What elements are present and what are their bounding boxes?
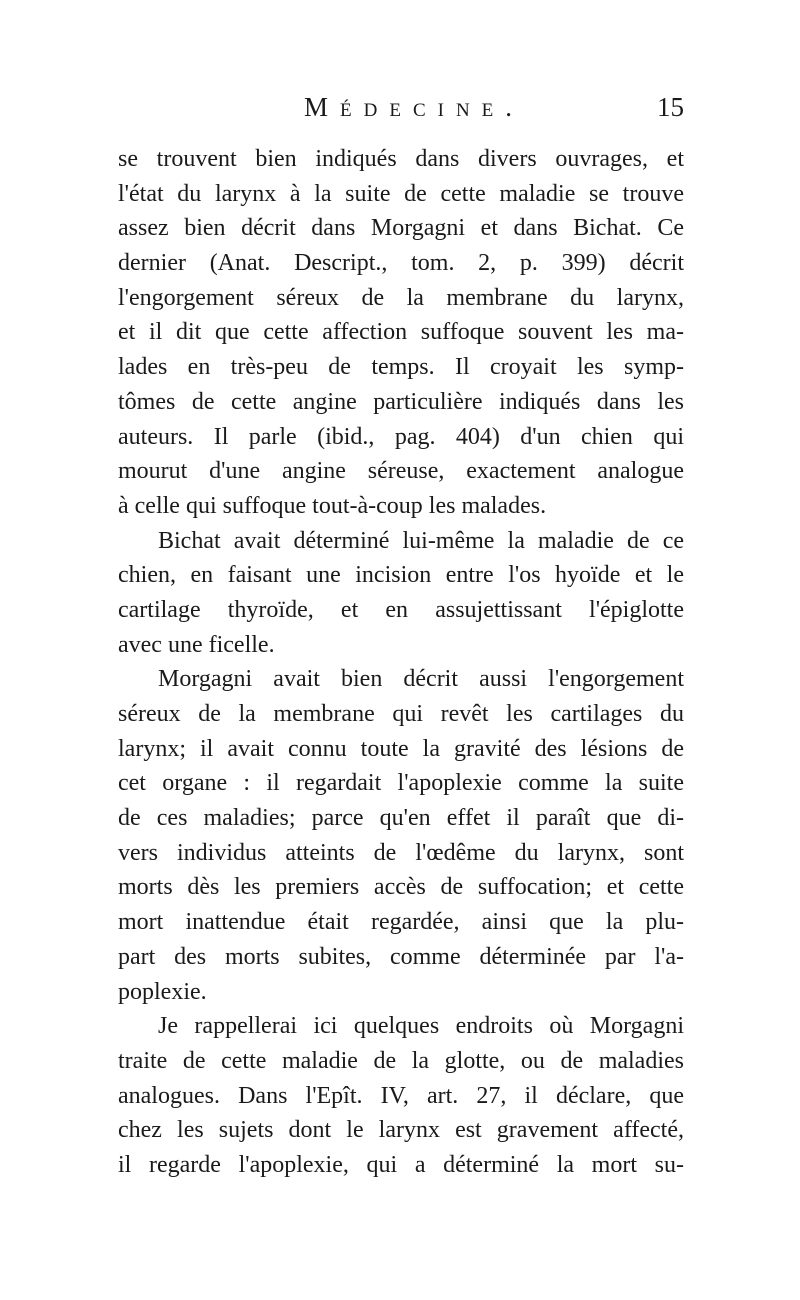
text-line: et il dit que cette affection suffoque souvent les ma- <box>118 319 684 346</box>
text-line: chez les sujets dont le larynx est gravement affecté, <box>118 1117 684 1144</box>
text-line: Morgagni avait bien décrit aussi l'engorgement <box>158 666 684 693</box>
text-line: séreux de la membrane qui revêt les cartilages du <box>118 701 684 727</box>
text-line: tômes de cette angine particulière indiqués dans les <box>118 388 684 415</box>
text-line: il regarde l'apoplexie, qui a déterminé la mort su- <box>118 1151 684 1178</box>
text-line: chien, en faisant une incision entre l'os hyoïde et le <box>118 562 684 589</box>
text-line: mourut d'une angine séreuse, exactement analogue <box>118 458 684 485</box>
page-number: 15 <box>657 92 684 122</box>
text-line: à celle qui suffoque tout-à-coup les malades. <box>118 492 547 519</box>
paragraph <box>118 524 684 663</box>
body-text <box>118 142 684 1183</box>
text-line: poplexie. <box>118 978 207 1005</box>
text-line: se trouvent bien indiqués dans divers ouvrages, et <box>118 146 684 172</box>
text-line: part des morts subites, comme déterminée par l'a- <box>118 943 684 970</box>
text-line: l'état du larynx à la suite de cette maladie se trouve <box>118 180 684 207</box>
text-line: morts dès les premiers accès de suffocation; et cette <box>118 874 684 901</box>
text-line: de ces maladies; parce qu'en effet il paraît que di- <box>118 805 684 832</box>
text-line: cet organe : il regardait l'apoplexie comme la suite <box>118 770 684 797</box>
text-line: l'engorgement séreux de la membrane du larynx, <box>118 284 684 311</box>
text-line: cartilage thyroïde, et en assujettissant l'épiglotte <box>118 596 684 623</box>
running-head <box>118 92 684 132</box>
text-line: assez bien décrit dans Morgagni et dans Bichat. Ce <box>118 215 684 242</box>
text-line: lades en très-peu de temps. Il croyait les symp- <box>118 354 684 381</box>
text-line: traite de cette maladie de la glotte, ou de maladies <box>118 1047 684 1074</box>
paragraph <box>118 1009 684 1182</box>
text-line: larynx; il avait connu toute la gravité des lésions de <box>118 735 684 762</box>
text-line: auteurs. Il parle (ibid., pag. 404) d'un chien qui <box>118 423 684 450</box>
text-line: Je rappellerai ici quelques endroits où Morgagni <box>158 1013 684 1040</box>
paragraph <box>118 142 684 524</box>
text-line: mort inattendue était regardée, ainsi que la plu- <box>118 909 684 936</box>
text-line: vers individus atteints de l'œdême du larynx, sont <box>118 839 684 866</box>
text-line: Bichat avait déterminé lui-même la maladie de ce <box>158 527 684 554</box>
text-line: avec une ficelle. <box>118 631 275 658</box>
running-title: Médecine. <box>304 92 525 122</box>
text-line: analogues. Dans l'Epît. IV, art. 27, il déclare, que <box>118 1082 684 1109</box>
paragraph <box>118 662 684 1009</box>
text-line: dernier (Anat. Descript., tom. 2, p. 399) décrit <box>118 250 684 277</box>
